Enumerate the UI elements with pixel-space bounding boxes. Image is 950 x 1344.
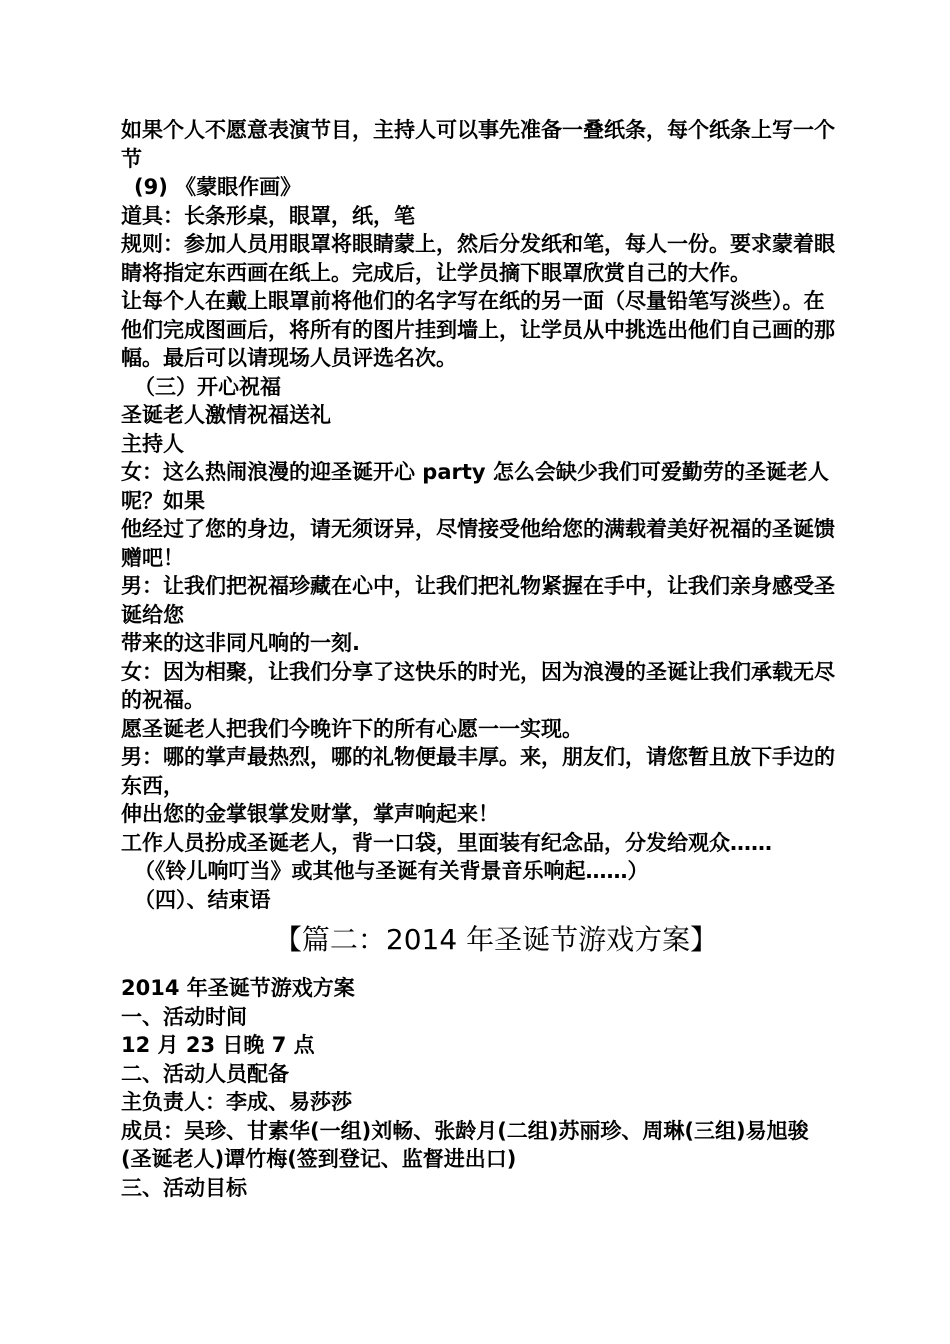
- paragraph: 愿圣诞老人把我们今晚许下的所有心愿一一实现。: [121, 716, 583, 741]
- paragraph: 一、活动时间: [121, 1004, 247, 1029]
- paragraph: 圣诞老人激情祝福送礼: [121, 403, 331, 427]
- paragraph: (9) 《蒙眼作画》: [134, 175, 302, 199]
- paragraph: （《铃儿响叮当》或其他与圣诞有关背景音乐响起……）: [134, 859, 649, 883]
- section-heading: 【篇二：2014 年圣诞节游戏方案】: [273, 923, 719, 956]
- paragraph: 三、活动目标: [121, 1175, 247, 1200]
- paragraph: 工作人员扮成圣诞老人，背一口袋，里面装有纪念品，分发给观众……: [121, 830, 772, 855]
- paragraph: 规则：参加人员用眼罩将眼睛蒙上，然后分发纸和笔，每人一份。要求蒙着眼睛将指定东西画在纸上。完成后，让学员摘下眼罩欣赏自己的大作。: [121, 232, 835, 285]
- paragraph: 12 月 23 日晚 7 点: [121, 1033, 315, 1057]
- paragraph: 让每个人在戴上眼罩前将他们的名字写在纸的另一面（尽量铅笔写淡些）。在他们完成图画后，将所有的图片挂到墙上，让学员从中挑选出他们自己画的那幅。最后可以请现场人员评选名次。: [121, 289, 835, 370]
- paragraph: 男：让我们把祝福珍藏在心中，让我们把礼物紧握在手中，让我们亲身感受圣诞给您: [121, 574, 835, 627]
- paragraph: 主持人: [121, 431, 184, 456]
- paragraph: 成员：吴珍、甘素华(一组)刘畅、张龄月(二组)苏丽珍、周琳(三组)易旭骏(圣诞老人)谭竹梅(签到登记、监督进出口): [121, 1118, 809, 1171]
- paragraph: 带来的这非同凡响的一刻.: [121, 631, 360, 655]
- paragraph: 伸出您的金掌银掌发财掌，掌声响起来！: [121, 802, 499, 826]
- paragraph: （三）开心祝福: [134, 374, 281, 399]
- document-body: [116, 116, 836, 1202]
- paragraph: 道具：长条形桌，眼罩，纸，笔: [121, 203, 415, 228]
- paragraph: 如果个人不愿意表演节目，主持人可以事先准备一叠纸条，每个纸条上写一个节: [121, 118, 835, 171]
- paragraph: （四）、结束语: [134, 887, 271, 912]
- paragraph: 他经过了您的身边，请无须讶异，尽情接受他给您的满载着美好祝福的圣诞馈赠吧！: [121, 517, 835, 570]
- paragraph: 二、活动人员配备: [121, 1061, 289, 1086]
- paragraph: 主负责人：李成、易莎莎: [121, 1090, 352, 1114]
- paragraph: 女：因为相聚，让我们分享了这快乐的时光，因为浪漫的圣诞让我们承载无尽的祝福。: [121, 659, 835, 712]
- paragraph: 男：哪的掌声最热烈，哪的礼物便最丰厚。来，朋友们，请您暂且放下手边的东西，: [121, 745, 835, 798]
- paragraph: 2014 年圣诞节游戏方案: [121, 976, 355, 1000]
- paragraph: 女：这么热闹浪漫的迎圣诞开心 party 怎么会缺少我们可爱勤劳的圣诞老人呢？如果: [121, 460, 829, 513]
